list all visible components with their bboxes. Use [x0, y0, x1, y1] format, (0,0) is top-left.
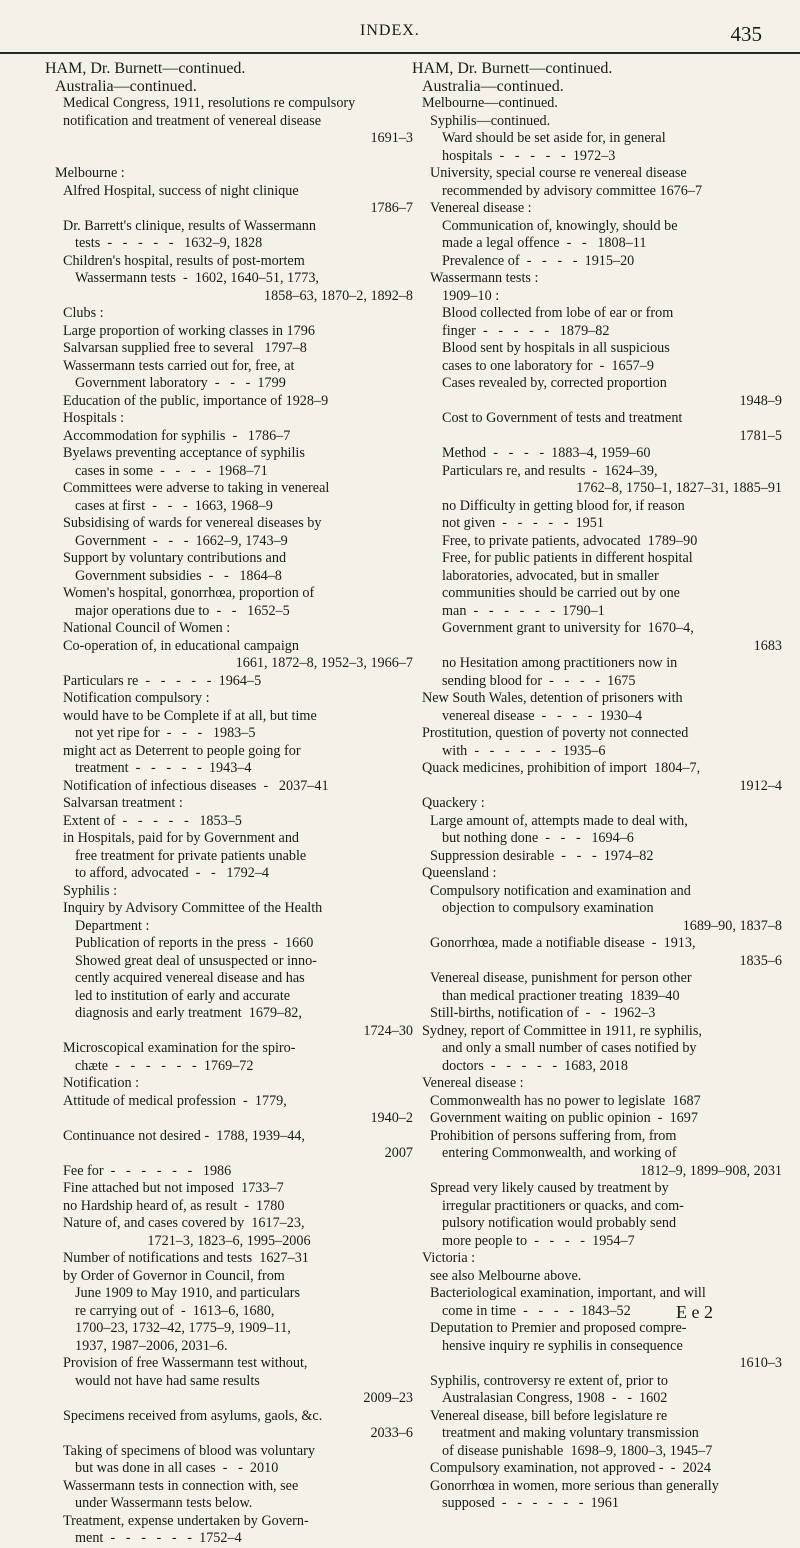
index-entry-line: Medical Congress, 1911, resolutions re compulsory	[63, 95, 356, 111]
index-entry-line: 1689–90, 1837–8	[682, 917, 782, 934]
index-entry-line: Wassermann tests carried out for, free, at	[63, 357, 295, 374]
index-entry-line: Compulsory examination, not approved - - 2024	[430, 1460, 711, 1476]
index-entry-line: but was done in all cases - - 2010	[75, 1460, 279, 1476]
index-entry-line: Byelaws preventing acceptance of syphilis	[63, 445, 305, 461]
index-entry-line: tests - - - - - 1632–9, 1828	[75, 235, 263, 251]
index-entry-line: would have to be Complete if at all, but time	[63, 707, 317, 724]
index-entry-line: objection to compulsory examination	[442, 900, 654, 916]
index-entry-line: led to institution of early and accurate	[75, 987, 291, 1004]
index-entry-line: Large amount of, attempts made to deal with,	[430, 812, 688, 829]
index-entry-line: Department :	[75, 917, 150, 934]
index-entry-line: free treatment for private patients unable	[75, 847, 307, 864]
index-entry-line: Queensland :	[422, 865, 497, 881]
index-entry-line: 1940–2	[370, 1110, 413, 1126]
index-entry-line: Prohibition of persons suffering from, from	[430, 1127, 677, 1144]
index-entry-line: Melbourne—continued.	[422, 95, 558, 111]
index-entry-line: hensive inquiry re syphilis in consequence	[442, 1337, 683, 1354]
index-entry-line: not yet ripe for - - - 1983–5	[75, 725, 256, 741]
signature-mark: E e 2	[676, 1302, 713, 1322]
index-entry-line: 1909–10 :	[442, 287, 500, 304]
index-entry-line: Salvarsan supplied free to several 1797–8	[63, 340, 307, 356]
index-entry-line: under Wassermann tests below.	[75, 1495, 253, 1511]
index-entry-line: with - - - - - - 1935–6	[442, 742, 606, 759]
index-entry-line: ment - - - - - - 1752–4	[75, 1530, 242, 1546]
index-entry-line: Blood sent by hospitals in all suspicious	[442, 340, 670, 356]
index-entry-line: 1661, 1872–8, 1952–3, 1966–7	[235, 655, 413, 671]
index-entry-line: Inquiry by Advisory Committee of the Health	[63, 900, 323, 916]
index-entry-line: Accommodation for syphilis - 1786–7	[63, 427, 291, 444]
page-header	[0, 22, 800, 52]
index-entry-line: would not have had same results	[75, 1372, 260, 1389]
right-index-column	[412, 60, 782, 1513]
index-entry-line: not given - - - - - 1951	[442, 515, 604, 531]
index-entry-line: cases in some - - - - 1968–71	[75, 462, 268, 479]
index-entry-line: come in time - - - - 1843–52	[442, 1302, 631, 1319]
index-entry-line: in Hospitals, paid for by Government and	[63, 830, 300, 846]
index-entry-line: 1724–30	[363, 1022, 413, 1039]
index-entry-line: Free, for public patients in different hospital	[442, 550, 693, 566]
index-entry-line: Gonorrhœa in women, more serious than generally	[430, 1477, 719, 1494]
index-entry-line: no Difficulty in getting blood for, if reason	[442, 497, 685, 514]
index-entry-line: Victoria :	[422, 1250, 476, 1266]
index-entry-line: Salvarsan treatment :	[63, 795, 183, 811]
index-entry-line: Spread very likely caused by treatment by	[430, 1180, 669, 1196]
header-rule	[0, 52, 800, 54]
index-entry-line: cently acquired venereal disease and has	[75, 970, 305, 986]
index-entry-line: Hospitals :	[63, 410, 125, 426]
index-entry-line: 2033–6	[370, 1425, 413, 1441]
index-entry-line: Australasian Congress, 1908 - - 1602	[442, 1390, 668, 1406]
index-entry-line: Communication of, knowingly, should be	[442, 217, 678, 234]
index-entry-line: Education of the public, importance of 1928–9	[63, 392, 329, 409]
index-entry-line: 2009–23	[363, 1390, 413, 1406]
index-entry-line: Ward should be set aside for, in general	[442, 130, 666, 146]
index-entry-line: 1835–6	[739, 952, 782, 969]
index-entry-line: 1786–7	[370, 200, 413, 216]
index-entry-line: treatment - - - - - 1943–4	[75, 760, 252, 776]
index-entry-line: Quack medicines, prohibition of import 1804–7,	[422, 760, 701, 776]
index-entry-line: by Order of Governor in Council, from	[63, 1267, 285, 1284]
index-entry-line: Government - - - 1662–9, 1743–9	[75, 532, 288, 549]
index-entry-line: Government subsidies - - 1864–8	[75, 567, 282, 584]
index-entry-line: sending blood for - - - - 1675	[442, 672, 636, 689]
index-entry-line: Women's hospital, gonorrhœa, proportion of	[63, 585, 315, 601]
index-entry-line: HAM, Dr. Burnett—continued.	[45, 60, 246, 77]
index-entry-line: Government grant to university for 1670–4,	[442, 620, 694, 636]
index-entry-line: hospitals - - - - - 1972–3	[442, 147, 616, 164]
index-entry-line: Specimens received from asylums, gaols, &c.	[63, 1407, 323, 1424]
index-entry-line: Nature of, and cases covered by 1617–23,	[63, 1215, 305, 1231]
index-entry-line: Syphilis—continued.	[430, 112, 551, 129]
index-entry-line: Compulsory notification and examination and	[430, 882, 691, 899]
index-entry-line: Showed great deal of unsuspected or inno-	[75, 952, 317, 969]
index-entry-line: Syphilis, controversy re extent of, prior to	[430, 1372, 668, 1389]
page-number: 435	[730, 22, 762, 46]
index-entry-line: Attitude of medical profession - 1779,	[63, 1092, 287, 1109]
index-entry-line: pulsory notification would probably send	[442, 1215, 677, 1231]
index-entry-line: Still-births, notification of - - 1962–3	[430, 1005, 656, 1021]
index-entry-line: Clubs :	[63, 305, 104, 321]
index-entry-line: Fine attached but not imposed 1733–7	[63, 1180, 284, 1196]
index-entry-line: irregular practitioners or quacks, and com-	[442, 1197, 684, 1214]
index-entry-line: Venereal disease :	[422, 1075, 524, 1091]
index-entry-line: than medical practioner treating 1839–40	[442, 987, 680, 1004]
index-entry-line: recommended by advisory committee 1676–7	[442, 182, 703, 199]
index-entry-line: Publication of reports in the press - 1660	[75, 935, 314, 951]
index-entry-line: to afford, advocated - - 1792–4	[75, 865, 269, 881]
index-entry-line: 1721–3, 1823–6, 1995–2006	[147, 1232, 311, 1249]
index-entry-line: treatment and making voluntary transmission	[442, 1425, 699, 1441]
index-entry-line: Venereal disease, bill before legislature re	[430, 1407, 668, 1424]
index-entry-line: Provision of free Wassermann test without,	[63, 1355, 308, 1371]
index-entry-line: Co-operation of, in educational campaign	[63, 637, 299, 654]
index-entry-line: Fee for - - - - - - 1986	[63, 1162, 232, 1179]
index-entry-line: Suppression desirable - - - 1974–82	[430, 847, 654, 864]
index-entry-line: Notification :	[63, 1075, 140, 1091]
index-entry-line: Quackery :	[422, 795, 485, 811]
index-entry-line: finger - - - - - 1879–82	[442, 322, 610, 339]
index-entry-line: Treatment, expense undertaken by Govern-	[63, 1512, 309, 1529]
index-entry-line: but nothing done - - - 1694–6	[442, 830, 634, 846]
index-entry-line: made a legal offence - - 1808–11	[442, 235, 647, 251]
index-entry-line: 1812–9, 1899–908, 2031	[640, 1162, 782, 1179]
index-entry-line: Wassermann tests - 1602, 1640–51, 1773,	[75, 270, 319, 286]
index-entry-line: diagnosis and early treatment 1679–82,	[75, 1005, 302, 1021]
index-entry-line: re carrying out of - 1613–6, 1680,	[75, 1302, 275, 1319]
index-entry-line: 1610–3	[739, 1355, 782, 1371]
index-entry-line: Syphilis :	[63, 882, 118, 899]
index-entry-line: Melbourne :	[55, 165, 125, 181]
index-entry-line: Wassermann tests :	[430, 270, 539, 286]
index-entry-line: Australia—continued.	[55, 77, 197, 95]
index-entry-line: Large proportion of working classes in 1796	[63, 322, 315, 339]
index-entry-line: Deputation to Premier and proposed compre-	[430, 1320, 687, 1336]
index-entry-line: Children's hospital, results of post-mortem	[63, 252, 305, 269]
index-entry-line: communities should be carried out by one	[442, 585, 680, 601]
index-entry-line: 1700–23, 1732–42, 1775–9, 1909–11,	[75, 1320, 291, 1336]
index-entry-line: venereal disease - - - - 1930–4	[442, 707, 643, 724]
index-entry-line: Government waiting on public opinion - 1697	[430, 1110, 698, 1126]
index-entry-line: 1937, 1987–2006, 2031–6.	[75, 1337, 228, 1354]
index-entry-line: Prevalence of - - - - 1915–20	[442, 252, 635, 269]
index-entry-line: chæte - - - - - - 1769–72	[75, 1057, 254, 1074]
index-entry-line: Particulars re - - - - - 1964–5	[63, 672, 262, 689]
index-entry-line: June 1909 to May 1910, and particulars	[75, 1285, 300, 1301]
index-entry-line: Commonwealth has no power to legislate 1687	[430, 1092, 701, 1109]
index-entry-line: 1683	[753, 637, 782, 654]
index-entry-line: HAM, Dr. Burnett—continued.	[412, 60, 613, 77]
index-entry-line: Venereal disease, punishment for person other	[430, 970, 692, 986]
index-entry-line: Gonorrhœa, made a notifiable disease - 1913,	[430, 935, 696, 951]
index-entry-line: 1691–3	[370, 130, 413, 146]
index-entry-line: cases at first - - - 1663, 1968–9	[75, 497, 273, 514]
index-entry-line: Venereal disease :	[430, 200, 532, 216]
index-entry-line: no Hardship heard of, as result - 1780	[63, 1197, 285, 1214]
index-entry-line: Method - - - - 1883–4, 1959–60	[442, 445, 651, 461]
index-entry-line: Bacteriological examination, important, and will	[430, 1285, 706, 1301]
index-entry-line: major operations due to - - 1652–5	[75, 602, 290, 619]
index-entry-line: Taking of specimens of blood was voluntary	[63, 1442, 315, 1459]
index-entry-line: Dr. Barrett's clinique, results of Wassermann	[63, 217, 316, 234]
index-entry-line: entering Commonwealth, and working of	[442, 1145, 677, 1161]
index-entry-line: see also Melbourne above.	[430, 1267, 582, 1284]
index-entry-line	[45, 148, 413, 166]
index-entry-line: Continuance not desired - 1788, 1939–44,	[63, 1127, 305, 1144]
index-entry-line: more people to - - - - 1954–7	[442, 1232, 635, 1249]
index-entry-line: Prostitution, question of poverty not connected	[422, 725, 689, 741]
index-entry-line: Notification compulsory :	[63, 690, 210, 706]
index-entry-line: notification and treatment of venereal disease	[63, 112, 322, 129]
index-entry-line: Government laboratory - - - 1799	[75, 375, 286, 391]
index-entry-line: and only a small number of cases notified by	[442, 1040, 697, 1056]
index-entry-line: Free, to private patients, advocated 1789–90	[442, 532, 698, 549]
index-entry-line: 1781–5	[739, 427, 782, 444]
left-index-column	[45, 60, 413, 1548]
index-entry-line: Australia—continued.	[422, 77, 564, 95]
index-entry-line: University, special course re venereal disease	[430, 165, 687, 181]
index-entry-line: of disease punishable 1698–9, 1800–3, 1945–7	[442, 1442, 713, 1459]
index-entry-line: no Hesitation among practitioners now in	[442, 655, 678, 671]
index-entry-line: National Council of Women :	[63, 620, 231, 636]
index-entry-line: Alfred Hospital, success of night clinique	[63, 182, 299, 199]
index-entry-line: 1762–8, 1750–1, 1827–31, 1885–91	[576, 480, 782, 496]
index-entry-line: Subsidising of wards for venereal diseases by	[63, 515, 322, 531]
index-entry-line: Microscopical examination for the spiro-	[63, 1040, 296, 1056]
index-entry-line: man - - - - - - 1790–1	[442, 602, 605, 619]
index-entry-line: Cases revealed by, corrected proportion	[442, 375, 667, 391]
index-entry-line: 1948–9	[739, 392, 782, 409]
index-entry-line: cases to one laboratory for - 1657–9	[442, 357, 654, 374]
index-entry-line: might act as Deterrent to people going for	[63, 742, 301, 759]
index-entry-line: doctors - - - - - 1683, 2018	[442, 1057, 628, 1074]
index-entry-line: Extent of - - - - - 1853–5	[63, 812, 242, 829]
index-entry-line: 2007	[384, 1145, 413, 1161]
index-entry-line: Notification of infectious diseases - 2037–41	[63, 777, 329, 794]
index-entry-line: Cost to Government of tests and treatment	[442, 410, 683, 426]
index-entry-line: Wassermann tests in connection with, see	[63, 1477, 299, 1494]
index-entry-line: Particulars re, and results - 1624–39,	[442, 462, 658, 479]
index-entry-line: Number of notifications and tests 1627–31	[63, 1250, 309, 1266]
index-entry-line: Sydney, report of Committee in 1911, re syphilis,	[422, 1022, 702, 1039]
index-entry-line: New South Wales, detention of prisoners with	[422, 690, 683, 706]
index-entry-line: Support by voluntary contributions and	[63, 550, 287, 566]
index-entry-line: 1912–4	[739, 777, 782, 794]
index-entry-line: 1858–63, 1870–2, 1892–8	[264, 287, 413, 304]
index-entry-line: Blood collected from lobe of ear or from	[442, 305, 674, 321]
index-entry-line: Committees were adverse to taking in venereal	[63, 480, 330, 496]
index-entry-line: supposed - - - - - - 1961	[442, 1495, 619, 1511]
index-entry-line: laboratories, advocated, but in smaller	[442, 567, 659, 584]
index-title: INDEX.	[360, 22, 420, 39]
